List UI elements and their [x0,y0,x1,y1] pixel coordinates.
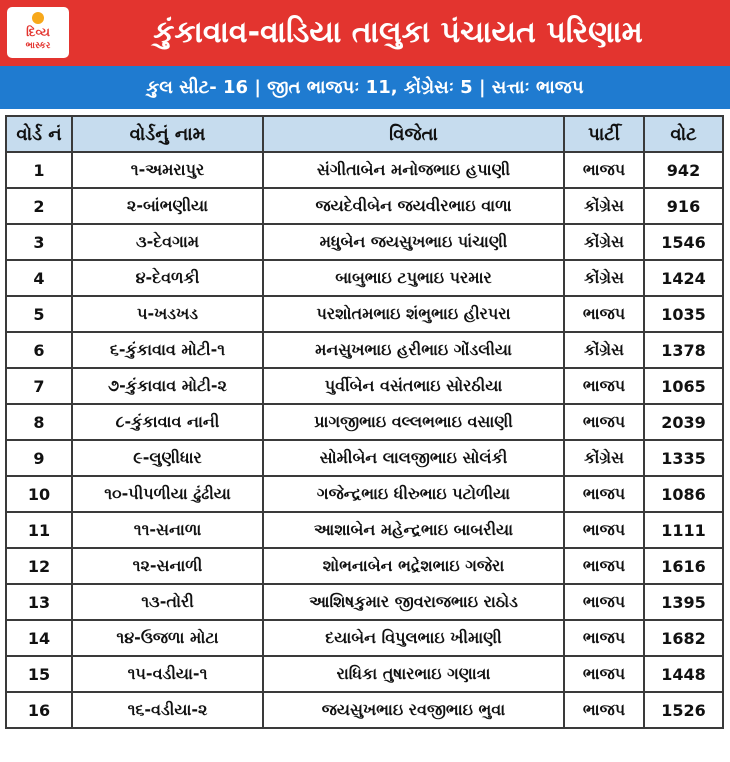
cell-winner: દયાબેન વિપુલભાઇ ખીમાણી [263,620,564,656]
cell-ward-name: ૧૬-વડીયા-૨ [72,692,263,728]
cell-votes: 1526 [644,692,723,728]
table-row [6,584,723,620]
table-row [6,368,723,404]
cell-party: ભાજપ [564,656,644,692]
sun-icon [32,12,44,24]
header-ward-name: વોર્ડનું નામ [72,116,263,152]
cell-ward-no: 10 [6,476,72,512]
results-body [6,152,723,728]
cell-ward-no: 13 [6,584,72,620]
cell-winner: સોમીબેન લાલજીભાઇ સોલંકી [263,440,564,476]
seat-summary: કુલ સીટ- 16 | જીત ભાજપઃ 11, કોંગ્રેસઃ 5 | સત્તાઃ ભાજપ [146,77,584,98]
cell-winner: બાબુભાઇ ટપુભાઇ પરમાર [263,260,564,296]
cell-winner: પુર્વીબેન વસંતભાઇ સોરઠીયા [263,368,564,404]
cell-party: ભાજપ [564,512,644,548]
table-row [6,224,723,260]
cell-ward-no: 8 [6,404,72,440]
cell-winner: પ્રાગજીભાઇ વલ્લભભાઇ વસાણી [263,404,564,440]
table-row [6,260,723,296]
cell-ward-no: 2 [6,188,72,224]
cell-party: કોંગ્રેસ [564,224,644,260]
cell-votes: 1111 [644,512,723,548]
cell-ward-name: ૨-બાંભણીયા [72,188,263,224]
cell-votes: 2039 [644,404,723,440]
cell-party: ભાજપ [564,620,644,656]
cell-party: કોંગ્રેસ [564,188,644,224]
cell-ward-no: 3 [6,224,72,260]
cell-party: ભાજપ [564,548,644,584]
table-row [6,548,723,584]
cell-votes: 1448 [644,656,723,692]
cell-votes: 1378 [644,332,723,368]
table-row [6,692,723,728]
cell-party: ભાજપ [564,296,644,332]
cell-ward-name: ૪-દેવળકી [72,260,263,296]
cell-party: ભાજપ [564,404,644,440]
cell-ward-no: 1 [6,152,72,188]
cell-votes: 1335 [644,440,723,476]
title-banner [0,0,730,66]
cell-votes: 1086 [644,476,723,512]
cell-party: ભાજપ [564,368,644,404]
cell-votes: 1035 [644,296,723,332]
cell-ward-name: ૯-લુણીધાર [72,440,263,476]
divya-bhaskar-logo [7,7,69,58]
cell-winner: જયદેવીબેન જયવીરભાઇ વાળા [263,188,564,224]
table-row [6,656,723,692]
cell-winner: મધુબેન જયસુખભાઇ પાંચાણી [263,224,564,260]
cell-ward-no: 14 [6,620,72,656]
cell-winner: જયસુખભાઇ રવજીભાઇ ભુવા [263,692,564,728]
header-ward-no: વોર્ડ નં [6,116,72,152]
table-row [6,440,723,476]
cell-party: ભાજપ [564,152,644,188]
table-row [6,620,723,656]
cell-ward-no: 16 [6,692,72,728]
table-row [6,188,723,224]
cell-ward-no: 11 [6,512,72,548]
cell-ward-no: 5 [6,296,72,332]
header-winner: વિજેતા [263,116,564,152]
table-row [6,296,723,332]
table-row [6,476,723,512]
cell-votes: 1682 [644,620,723,656]
cell-winner: પરશોતમભાઇ શંભુભાઇ હીરપરા [263,296,564,332]
table-row [6,152,723,188]
cell-votes: 916 [644,188,723,224]
table-row [6,512,723,548]
cell-ward-name: ૩-દેવગામ [72,224,263,260]
table-row [6,404,723,440]
cell-party: ભાજપ [564,692,644,728]
cell-votes: 1546 [644,224,723,260]
cell-winner: આશિષકુમાર જીવરાજભાઇ રાઠોડ [263,584,564,620]
cell-winner: સંગીતાબેન મનોજભાઇ હપાણી [263,152,564,188]
cell-votes: 1424 [644,260,723,296]
cell-ward-name: ૬-કુંકાવાવ મોટી-૧ [72,332,263,368]
cell-party: કોંગ્રેસ [564,332,644,368]
cell-winner: આશાબેન મહેન્દ્રભાઇ બાબરીયા [263,512,564,548]
summary-bar [0,66,730,109]
cell-winner: શોભનાબેન ભદ્રેશભાઇ ગજેરા [263,548,564,584]
cell-ward-name: ૧૦-પીપળીયા ઢુંઢીયા [72,476,263,512]
logo-text-line1: દિવ્ય [26,25,50,39]
cell-ward-name: ૧૧-સનાળા [72,512,263,548]
cell-ward-name: ૧૪-ઉજળા મોટા [72,620,263,656]
cell-votes: 942 [644,152,723,188]
cell-ward-no: 12 [6,548,72,584]
cell-votes: 1395 [644,584,723,620]
cell-votes: 1616 [644,548,723,584]
cell-winner: મનસુખભાઇ હરીભાઇ ગોંડલીયા [263,332,564,368]
table-header-row [6,116,723,152]
cell-party: કોંગ્રેસ [564,440,644,476]
cell-ward-no: 7 [6,368,72,404]
cell-party: ભાજપ [564,584,644,620]
cell-ward-name: ૧૫-વડીયા-૧ [72,656,263,692]
cell-ward-name: ૫-ખડખડ [72,296,263,332]
page-title: કુંકાવાવ-વાડિયા તાલુકા પંચાયત પરિણામ [153,15,643,50]
cell-ward-name: ૮-કુંકાવાવ નાની [72,404,263,440]
header-party: પાર્ટી [564,116,644,152]
cell-ward-no: 6 [6,332,72,368]
cell-ward-no: 9 [6,440,72,476]
cell-ward-name: ૭-કુંકાવાવ મોટી-૨ [72,368,263,404]
cell-votes: 1065 [644,368,723,404]
cell-ward-no: 4 [6,260,72,296]
logo-text-line2: ભાસ્કર [25,41,51,51]
cell-party: કોંગ્રેસ [564,260,644,296]
results-table [5,115,724,729]
cell-party: ભાજપ [564,476,644,512]
cell-ward-name: ૧૨-સનાળી [72,548,263,584]
table-row [6,332,723,368]
cell-ward-name: ૧-અમરાપુર [72,152,263,188]
cell-winner: ગજેન્દ્રભાઇ ધીરુભાઇ પટોળીયા [263,476,564,512]
cell-ward-name: ૧૩-તોરી [72,584,263,620]
cell-ward-no: 15 [6,656,72,692]
header-votes: વોટ [644,116,723,152]
cell-winner: રાધિકા તુષારભાઇ ગણાત્રા [263,656,564,692]
